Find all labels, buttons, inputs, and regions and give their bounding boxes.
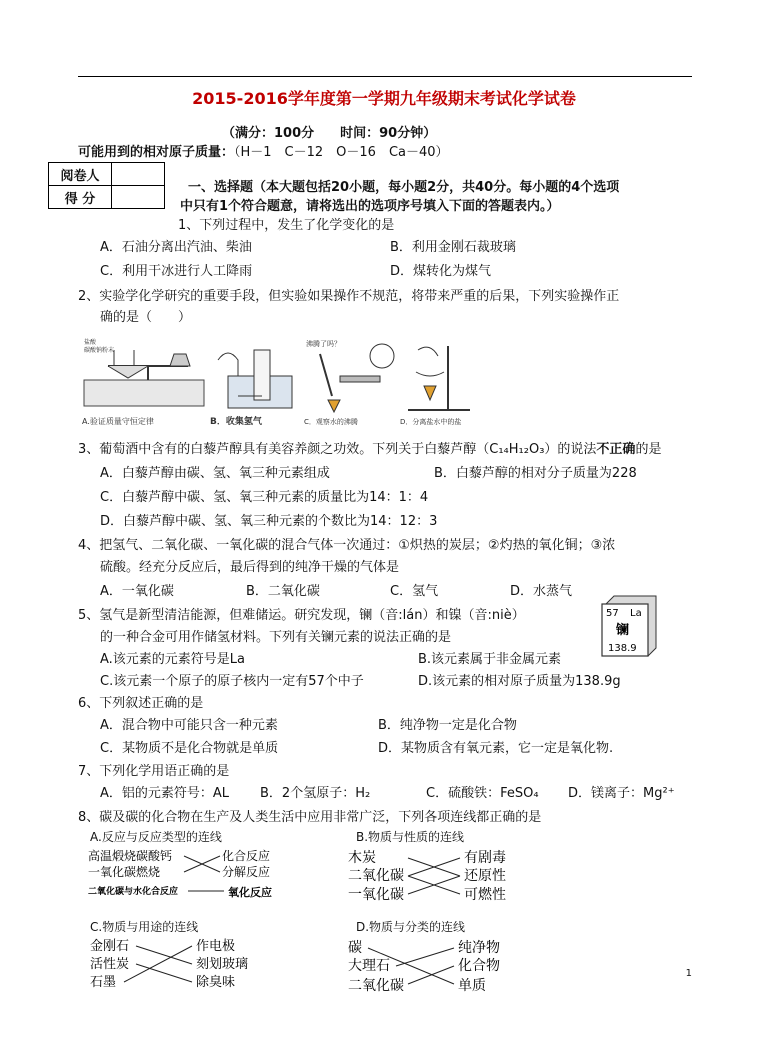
q8-d-left-2: 二氧化碳 xyxy=(348,978,404,994)
q8-d-left-1: 大理石 xyxy=(348,958,390,974)
q2-caption-a: A.验证质量守恒定律 xyxy=(82,417,154,426)
evaporation-figure xyxy=(408,346,470,410)
section-heading: 一、选择题（本大题包括20小题，每小题2分，共40分。每小题的4个选项 xyxy=(188,180,620,195)
element-mass: 138.9 xyxy=(608,643,637,654)
q5-option-b: B.该元素属于非金属元素 xyxy=(418,652,562,667)
atomic-masses xyxy=(78,141,449,160)
atomic-masses-values: （H－1 C－12 O－16 Ca－40） xyxy=(234,145,449,160)
q6-option-a: A．混合物中可能只含一种元素 xyxy=(100,718,278,733)
q8-b-diagram xyxy=(346,846,532,906)
q1-option-d: D．煤转化为煤气 xyxy=(390,264,492,279)
q5-option-c: C.该元素一个原子的原子核内一定有57个中子 xyxy=(100,674,364,689)
q8-a-left-2: 二氧化碳与水化合反应 xyxy=(88,887,179,897)
q8-b-right-1: 还原性 xyxy=(464,868,506,884)
boiling-speech-label: 沸腾了吗？ xyxy=(306,340,341,348)
q8-c-diagram xyxy=(88,936,268,994)
q8-c-left-0: 金刚石 xyxy=(90,939,130,954)
element-symbol: La xyxy=(630,608,642,619)
q3-stem-end: 的是 xyxy=(635,442,662,457)
element-number: 57 xyxy=(606,608,619,619)
q5-option-d: D.该元素的相对原子质量为138.9g xyxy=(418,674,621,689)
q3-option-c: C．白藜芦醇中碳、氢、氧三种元素的质量比为14：1：4 xyxy=(100,490,429,505)
q4-option-a: A．一氧化碳 xyxy=(100,584,174,599)
q8-c-left-1: 活性炭 xyxy=(90,957,130,972)
q4-stem-2: 硫酸。经充分反应后，最后得到的纯净干燥的气体是 xyxy=(100,560,400,575)
q7-stem: 7、下列化学用语正确的是 xyxy=(78,764,230,779)
q8-b-right-2: 可燃性 xyxy=(464,887,506,903)
q2-experiment-figures xyxy=(78,336,488,428)
q7-option-a: A．铝的元素符号：AL xyxy=(100,786,230,801)
q8-a-left-0: 高温煅烧碳酸钙 xyxy=(88,849,173,863)
q2-stem: 2、实验学化学研究的重要手段，但实验如果操作不规范，将带来严重的后果，下列实验操作正 xyxy=(78,289,620,304)
page-number: 1 xyxy=(685,968,692,979)
q8-c-right-1: 刻划玻璃 xyxy=(196,957,249,972)
q8-c-right-0: 作电极 xyxy=(196,939,236,954)
gas-collection-figure xyxy=(218,350,292,408)
q4-option-c: C．氢气 xyxy=(390,584,439,599)
q5-stem-2: 的一种合金可用作储氢材料。下列有关镧元素的说法正确的是 xyxy=(100,630,452,645)
q7-option-d: D．镁离子：Mg²⁺ xyxy=(568,786,675,801)
q7-option-c: C．硫酸铁：FeSO₄ xyxy=(426,786,539,801)
q2-stem-2: 确的是（ ） xyxy=(100,310,192,325)
q8-d-title: D.物质与分类的连线 xyxy=(356,920,466,934)
q8-stem: 8、碳及碳的化合物在生产及人类生活中应用非常广泛，下列各项连线都正确的是 xyxy=(78,810,542,825)
q1-option-c: C．利用干冰进行人工降雨 xyxy=(100,264,253,279)
na2co3-label: 碳酸钠粉末 xyxy=(84,347,115,354)
q8-a-right-1: 分解反应 xyxy=(222,865,271,879)
exam-title: 2015-2016学年度第一学期九年级期末考试化学试卷 xyxy=(192,89,576,108)
grading-box xyxy=(48,162,165,209)
score-label: 得 分 xyxy=(49,186,112,209)
q3-stem-bold: 不正确 xyxy=(596,442,636,457)
element-name: 镧 xyxy=(616,623,630,638)
balance-figure xyxy=(84,338,204,406)
q2-caption-c: C．观察水的沸腾 xyxy=(304,418,358,426)
q1-stem: 1、下列过程中，发生了化学变化的是 xyxy=(178,218,395,233)
q6-stem: 6、下列叙述正确的是 xyxy=(78,696,204,711)
q5-stem: 5、氢气是新型清洁能源，但难储运。研究发现，镧（音:lán）和镍（音:niè） xyxy=(78,608,525,623)
q8-c-left-2: 石墨 xyxy=(90,975,117,990)
q8-d-right-1: 化合物 xyxy=(458,958,500,974)
exam-subtitle: （满分：100分 时间：90分钟） xyxy=(222,126,437,141)
q5-option-a: A.该元素的元素符号是La xyxy=(100,652,246,667)
q3-option-a: A．白藜芦醇由碳、氢、氧三种元素组成 xyxy=(100,466,330,481)
q8-b-title: B.物质与性质的连线 xyxy=(356,830,465,844)
element-card xyxy=(600,594,658,660)
q3-stem-text: 3、葡萄酒中含有的白藜芦醇具有美容养颜之功效。下列关于白藜芦醇（C₁₄H₁₂O₃）的说法 xyxy=(78,442,597,457)
q8-d-left-0: 碳 xyxy=(348,940,362,956)
q4-stem: 4、把氢气、二氧化碳、一氧化碳的混合气体一次通过：①炽热的炭层；②灼热的氧化铜；③浓 xyxy=(78,538,616,553)
boiling-figure xyxy=(306,339,394,412)
section-heading-2: 中只有1个符合题意，请将选出的选项序号填入下面的答题表内。） xyxy=(180,199,560,214)
q8-a-diagram xyxy=(84,846,288,904)
q8-d-diagram xyxy=(346,936,526,996)
q6-option-c: C．某物质不是化合物就是单质 xyxy=(100,741,279,756)
q1-option-a: A．石油分离出汽油、柴油 xyxy=(100,240,252,255)
q2-caption-d: D．分离盐水中的盐 xyxy=(400,418,462,426)
q8-a-title: A.反应与反应类型的连线 xyxy=(90,830,222,844)
hcl-label: 盐酸 xyxy=(84,339,97,346)
q8-a-right-2: 氧化反应 xyxy=(228,886,272,899)
q4-option-d: D．水蒸气 xyxy=(510,584,573,599)
q7-option-b: B．2个氢原子：H₂ xyxy=(260,786,371,801)
q2-caption-b: B．收集氢气 xyxy=(210,417,262,427)
q8-c-right-2: 除臭味 xyxy=(196,975,236,990)
q4-option-b: B．二氧化碳 xyxy=(246,584,320,599)
atomic-masses-label: 可能用到的相对原子质量： xyxy=(78,145,235,160)
q8-b-right-0: 有剧毒 xyxy=(464,850,506,866)
q6-option-d: D．某物质含有氧元素，它一定是氧化物. xyxy=(378,741,614,756)
q8-b-left-0: 木炭 xyxy=(348,850,376,866)
q8-a-left-1: 一氧化碳燃烧 xyxy=(88,865,161,879)
q3-option-d: D．白藜芦醇中碳、氢、氧三种元素的个数比为14：12：3 xyxy=(100,514,438,529)
q1-option-b: B．利用金刚石裁玻璃 xyxy=(390,240,516,255)
q8-b-left-2: 一氧化碳 xyxy=(348,887,404,903)
q8-a-right-0: 化合反应 xyxy=(222,849,271,863)
q8-c-title: C.物质与用途的连线 xyxy=(90,920,199,934)
reviewer-label: 阅卷人 xyxy=(49,163,112,186)
q6-option-b: B．纯净物一定是化合物 xyxy=(378,718,517,733)
q3-option-b: B．白藜芦醇的相对分子质量为228 xyxy=(434,466,637,481)
score-field[interactable] xyxy=(112,186,165,209)
top-rule xyxy=(78,76,692,77)
q8-d-right-2: 单质 xyxy=(458,978,486,994)
reviewer-field[interactable] xyxy=(112,163,165,186)
q8-b-left-1: 二氧化碳 xyxy=(348,868,404,884)
q8-d-right-0: 纯净物 xyxy=(458,940,500,956)
q3-stem xyxy=(78,438,661,457)
